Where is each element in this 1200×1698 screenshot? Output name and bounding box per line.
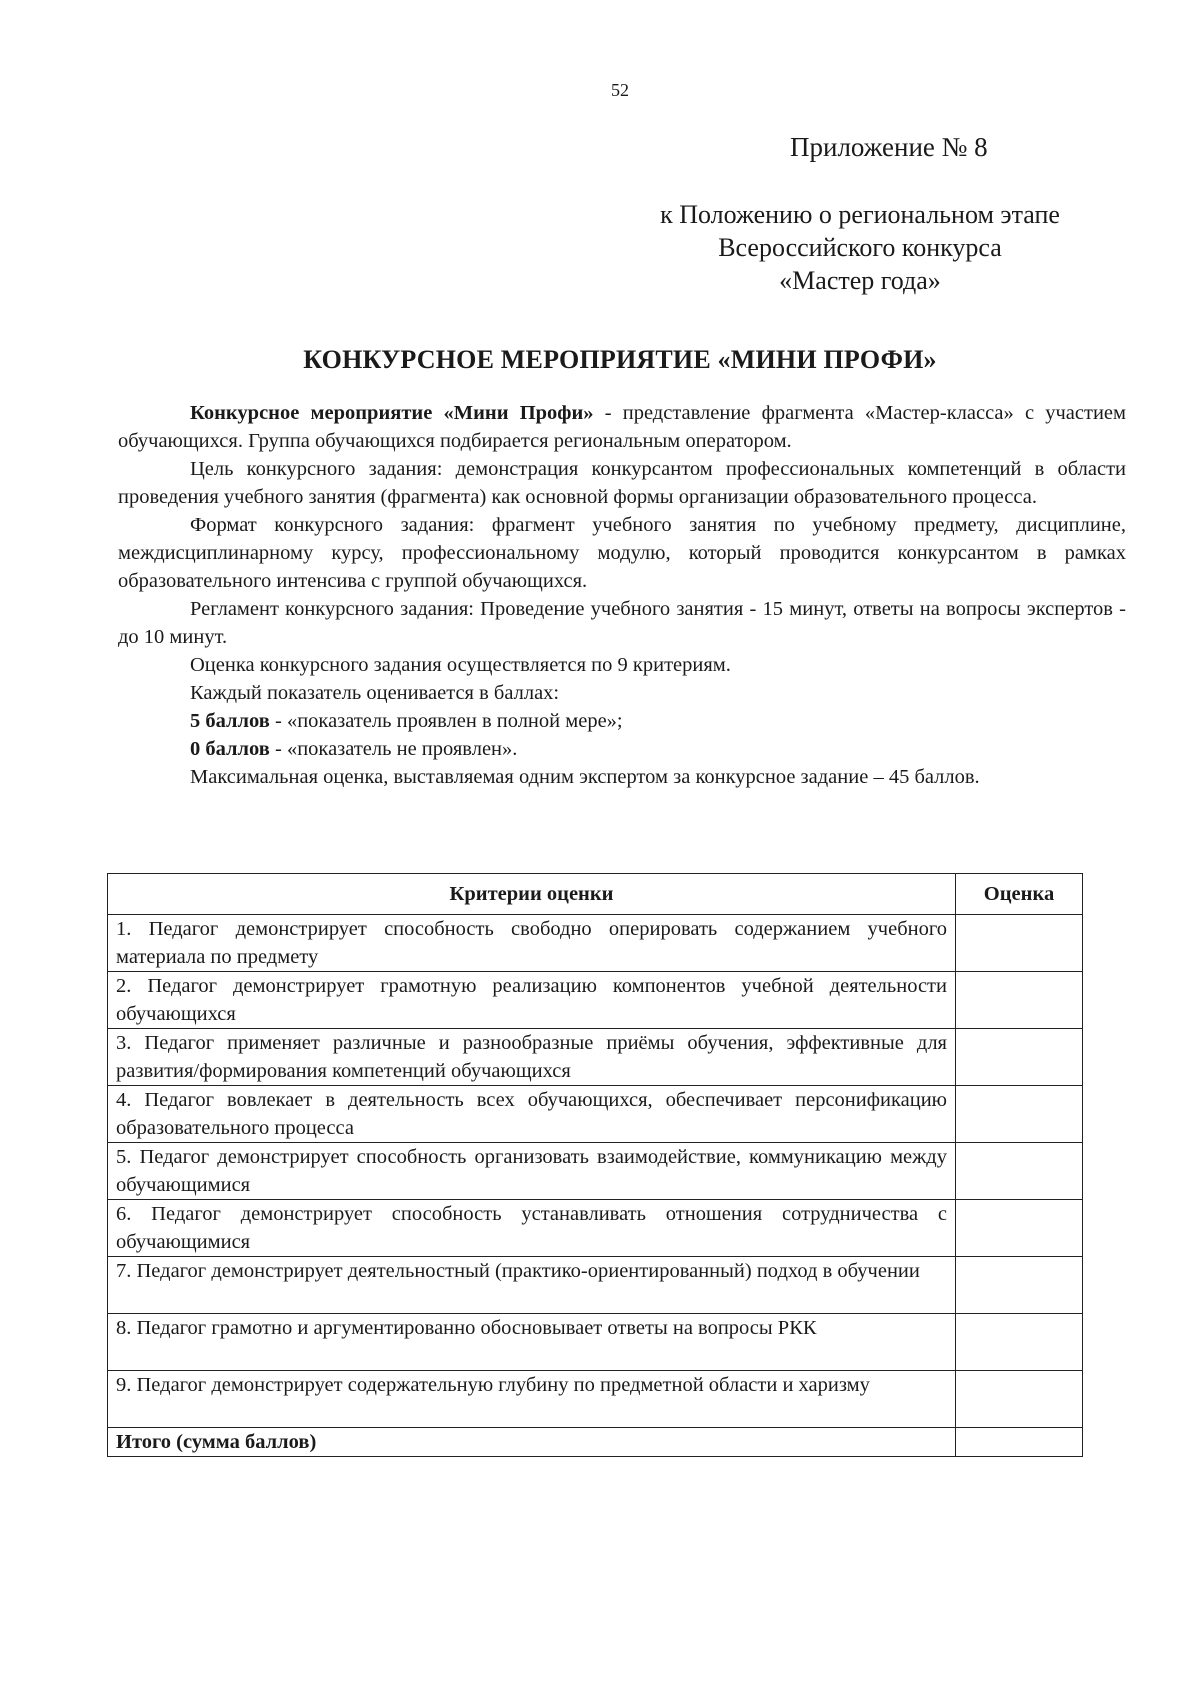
table-row <box>108 1086 1083 1143</box>
table-row <box>108 1257 1083 1314</box>
paragraph-score-5 <box>118 707 1126 735</box>
score-cell <box>956 1086 1083 1143</box>
total-label: Итого (сумма баллов) <box>108 1428 956 1457</box>
header-criteria: Критерии оценки <box>108 874 956 915</box>
criterion-cell: 6. Педагог демонстрирует способность устанавливать отношения сотрудничества с обучающимися <box>108 1200 956 1257</box>
criterion-cell: 7. Педагог демонстрирует деятельностный (практико-ориентированный) подход в обучении <box>108 1257 956 1314</box>
appendix-reference <box>600 198 1120 297</box>
table-row <box>108 1200 1083 1257</box>
table-header-row <box>108 874 1083 915</box>
score-cell <box>956 1371 1083 1428</box>
table-row <box>108 1371 1083 1428</box>
score-cell <box>956 1200 1083 1257</box>
criterion-cell: 5. Педагог демонстрирует способность организовать взаимодействие, коммуникацию между обучающимися <box>108 1143 956 1200</box>
score-cell <box>956 1257 1083 1314</box>
criterion-cell: 9. Педагог демонстрирует содержательную глубину по предметной области и харизму <box>108 1371 956 1428</box>
paragraph-scoring: Каждый показатель оценивается в баллах: <box>190 682 560 704</box>
table-row <box>108 915 1083 972</box>
paragraph-text: - «показатель проявлен в полной мере»; <box>269 710 623 732</box>
score-cell <box>956 915 1083 972</box>
header-score: Оценка <box>956 874 1083 915</box>
criterion-cell: 1. Педагог демонстрирует способность свободно оперировать содержанием учебного материала по предмету <box>108 915 956 972</box>
appendix-label: Приложение № 8 <box>790 132 988 162</box>
table-row <box>108 1314 1083 1371</box>
appendix-ref-line: Всероссийского конкурса <box>718 233 1002 262</box>
document-title: КОНКУРСНОЕ МЕРОПРИЯТИЕ «МИНИ ПРОФИ» <box>303 345 937 374</box>
paragraph-max-score: Максимальная оценка, выставляемая одним экспертом за конкурсное задание – 45 баллов. <box>190 766 980 788</box>
bold-term: Конкурсное мероприятие «Мини Профи» <box>190 402 594 424</box>
score-cell <box>956 1143 1083 1200</box>
paragraph-text: - «показатель не проявлен». <box>269 738 518 760</box>
document-body <box>118 399 1126 791</box>
appendix-ref-line: к Положению о региональном этапе <box>660 200 1060 229</box>
bold-term: 0 баллов <box>190 738 270 760</box>
appendix-ref-line: «Мастер года» <box>779 266 941 295</box>
paragraph-goal: Цель конкурсного задания: демонстрация конкурсантом профессиональных компетенций в области проведения учебного занятия (фрагмента) как основной формы организации образовательного процесса. <box>118 458 1126 508</box>
paragraph-format: Формат конкурсного задания: фрагмент учебного занятия по учебному предмету, дисциплине, междисциплинарному курсу, профессиональному модулю, который проводится конкурсантом в рамках образовательного интенсива с группой обучающихся. <box>118 514 1126 592</box>
criterion-cell: 4. Педагог вовлекает в деятельность всех обучающихся, обеспечивает персонификацию образовательного процесса <box>108 1086 956 1143</box>
paragraph-text: - представление фрагмента «Мастер-класса» с участием обучающихся. Группа обучающихся подбирается региональным оператором. <box>118 402 1126 452</box>
table-row <box>108 1029 1083 1086</box>
criterion-cell: 3. Педагог применяет различные и разнообразные приёмы обучения, эффективные для развития/формирования компетенций обучающихся <box>108 1029 956 1086</box>
score-cell <box>956 1314 1083 1371</box>
criteria-table <box>107 873 1083 1457</box>
criterion-cell: 8. Педагог грамотно и аргументированно обосновывает ответы на вопросы РКК <box>108 1314 956 1371</box>
score-cell <box>956 1029 1083 1086</box>
paragraph-score-0 <box>118 735 1126 763</box>
paragraph-definition <box>118 399 1126 455</box>
total-score-cell <box>956 1428 1083 1457</box>
paragraph-evaluation: Оценка конкурсного задания осуществляется по 9 критериям. <box>190 654 731 676</box>
table-row <box>108 1143 1083 1200</box>
page-number: 52 <box>611 80 629 100</box>
paragraph-regulation: Регламент конкурсного задания: Проведение учебного занятия - 15 минут, ответы на вопросы экспертов - до 10 минут. <box>118 598 1126 648</box>
criterion-cell: 2. Педагог демонстрирует грамотную реализацию компонентов учебной деятельности обучающихся <box>108 972 956 1029</box>
bold-term: 5 баллов <box>190 710 270 732</box>
total-row <box>108 1428 1083 1457</box>
table-row <box>108 972 1083 1029</box>
score-cell <box>956 972 1083 1029</box>
